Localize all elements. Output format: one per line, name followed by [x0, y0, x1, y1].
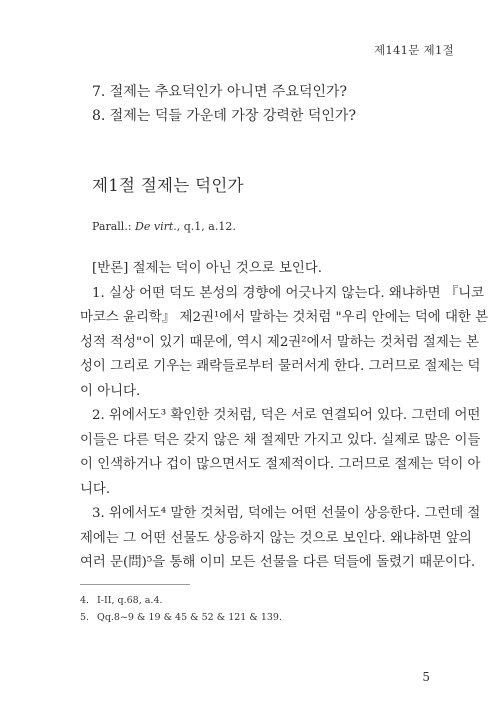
body-line: 1. 실상 어떤 덕도 본성의 경향에 어긋나지 않는다. 왜냐하면 『니코 [92, 285, 485, 301]
body-line: 니다. [80, 481, 111, 497]
running-head: 제141문 제1절 [373, 43, 454, 57]
body-line: 이 아니다. [80, 383, 141, 399]
footnote-number: 4. [80, 595, 90, 606]
body-line: 3. 위에서도⁴ 말한 것처럼, 덕에는 어떤 선물이 상응한다. 그런데 절 [92, 506, 481, 521]
question-item: 7. 절제는 추요덕인가 아니면 주요덕인가? [92, 84, 348, 100]
body-line: 성적 적성"이 있기 때문에, 역시 제2권²에서 말하는 것처럼 절제는 본 [80, 334, 479, 350]
body-line: [반론] 절제는 덕이 아닌 것으로 보인다. [92, 261, 323, 276]
footnote [80, 592, 282, 609]
article-title: 제1절 절제는 덕인가 [92, 176, 244, 195]
footnote [80, 609, 282, 626]
footnote-text: Qq.8~9 & 19 & 45 & 52 & 121 & 139. [97, 612, 282, 623]
body-line: 이 인색하거나 겁이 많으면서도 절제적이다. 그러므로 절제는 덕이 아 [80, 457, 481, 472]
body-line: 제에는 그 어떤 선물도 상응하지 않는 것으로 보인다. 왜냐하면 앞의 [80, 530, 472, 546]
parall-work: De virt. [135, 220, 177, 233]
footnote-text: I-II, q.68, a.4. [97, 595, 163, 606]
footnote-divider [80, 584, 190, 585]
footnotes [80, 592, 282, 626]
question-item: 8. 절제는 덕들 가운데 가장 강력한 덕인가? [92, 108, 356, 124]
question-list [92, 80, 356, 128]
body-line: 성이 그리로 기우는 쾌락들로부터 물러서게 한다. 그러므로 절제는 덕 [80, 359, 481, 374]
parallel-reference [92, 220, 236, 233]
parall-label: Parall.: [92, 220, 132, 233]
body-line: 마코스 윤리학』 제2권¹에서 말하는 것처럼 "우리 안에는 덕에 대한 본 [80, 310, 489, 325]
body-line: 이들은 다른 덕은 갖지 않은 채 절제만 가지고 있다. 실제로 많은 이들 [80, 432, 481, 448]
body-text [80, 257, 489, 576]
page-number: 5 [422, 670, 430, 684]
parall-location: , q.1, a.12. [176, 220, 236, 233]
body-line: 2. 위에서도³ 확인한 것처럼, 덕은 서로 연결되어 있다. 그런데 어떤 [92, 408, 481, 423]
body-line: 여러 문(問)⁵을 통해 이미 모든 선물을 다른 덕들에 돌렸기 때문이다. [80, 555, 476, 570]
footnote-number: 5. [80, 612, 90, 623]
